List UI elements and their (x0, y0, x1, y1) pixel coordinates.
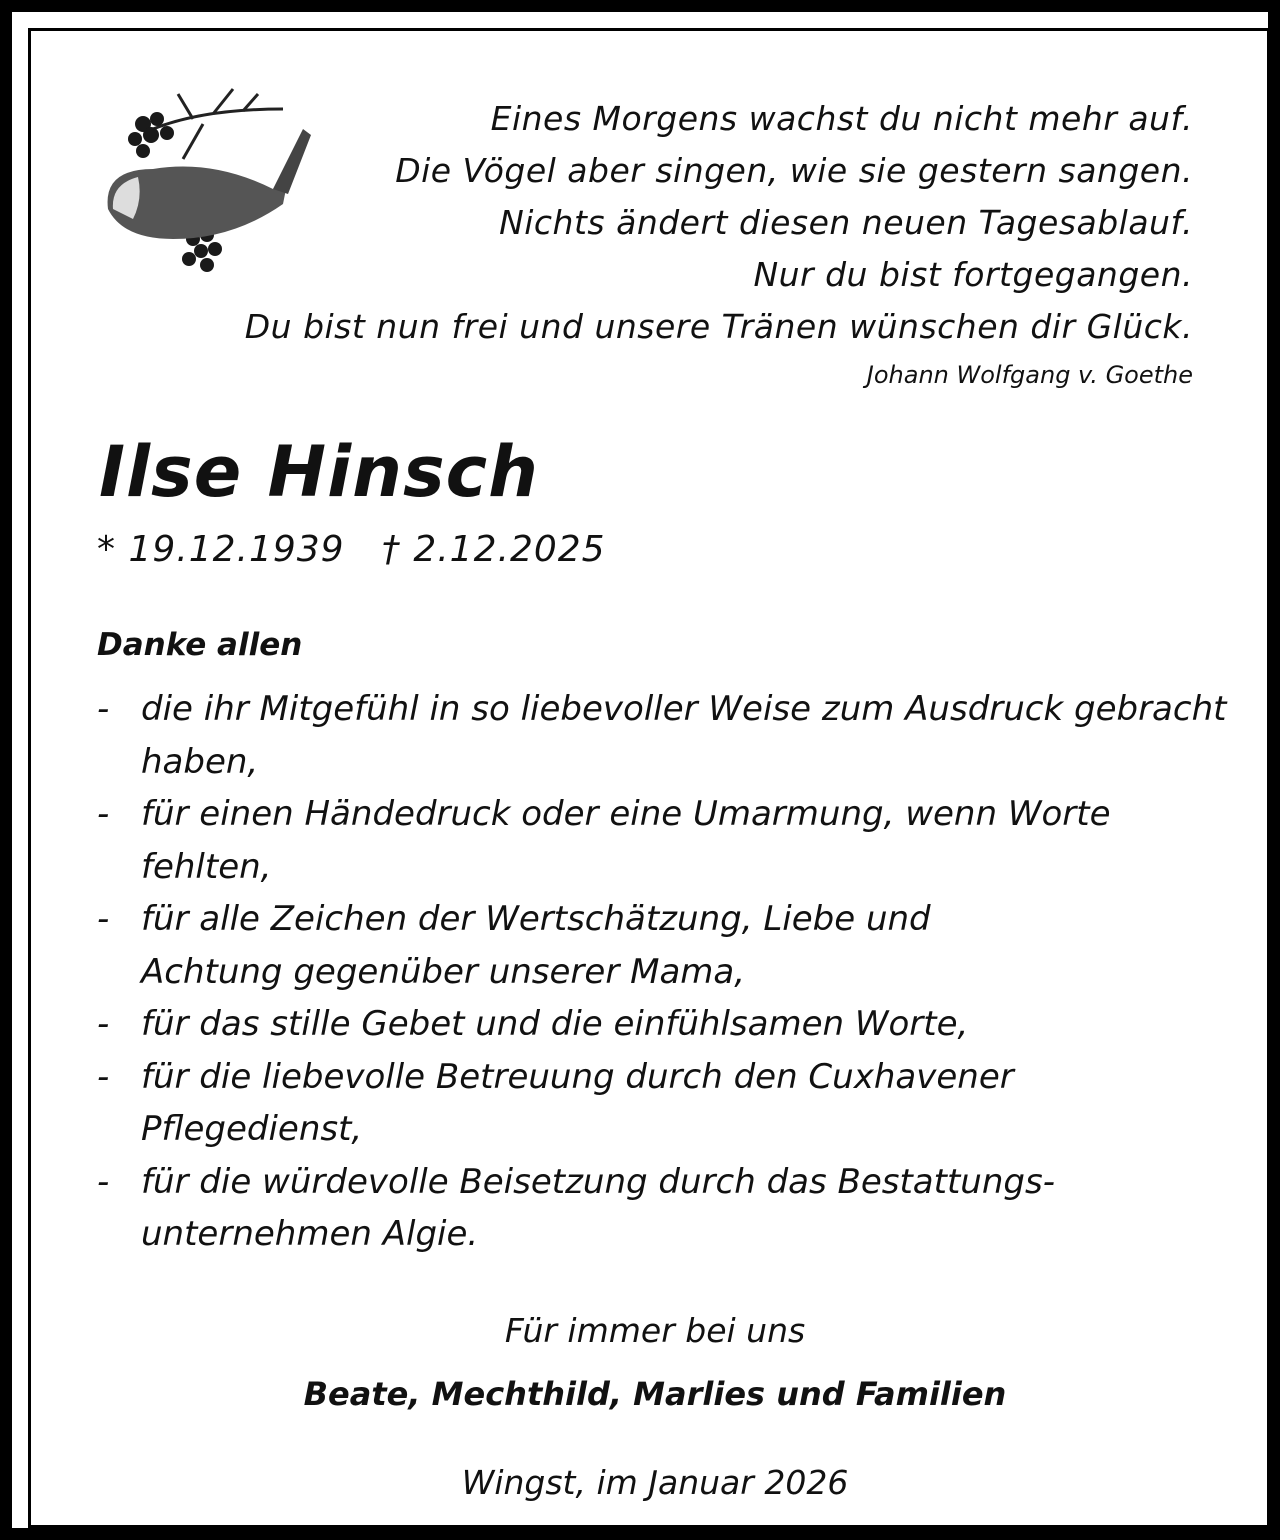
dash: - (97, 1161, 110, 1202)
place-date: Wingst, im Januar 2026 (461, 1463, 849, 1502)
inner-border (28, 28, 1270, 1528)
dash: - (97, 899, 110, 939)
outer-border (12, 12, 1268, 1528)
list-item-text: die ihr Mitgefühl in so liebevoller Weise zum Ausdruck gebracht haben, (141, 689, 1227, 782)
dash: - (97, 1056, 110, 1097)
list-item (97, 893, 1247, 998)
poem-line: Du bist nun frei und unsere Tränen wünschen dir Glück. (244, 307, 1193, 346)
obituary-notice (31, 31, 1267, 1525)
thanks-list (97, 683, 1247, 1261)
poem-line: Die Vögel aber singen, wie sie gestern sangen. (395, 151, 1193, 190)
list-item-text: für alle Zeichen der Wertschätzung, Liebe und Achtung gegenüber unserer Mama, (141, 899, 931, 992)
list-item (97, 683, 1247, 788)
dash: - (97, 689, 110, 729)
closing-phrase: Für immer bei uns (504, 1311, 806, 1350)
list-item-text: für die würdevolle Beisetzung durch das Bestattungs-unternehmen Algie. (141, 1161, 1055, 1254)
poem-line: Nichts ändert diesen neuen Tagesablauf. (499, 203, 1193, 242)
signers: Beate, Mechthild, Marlies und Familien (303, 1375, 1007, 1413)
poem-author: Johann Wolfgang v. Goethe (866, 361, 1193, 389)
list-item-text: für einen Händedruck oder eine Umarmung, wenn Worte fehlten, (141, 794, 1111, 887)
list-item-text: für das stille Gebet und die einfühlsamen Worte, (141, 1004, 969, 1044)
life-dates: * 19.12.1939 † 2.12.2025 (97, 529, 606, 570)
poem (93, 93, 1193, 353)
dash: - (97, 1004, 110, 1044)
deceased-name: Ilse Hinsch (99, 431, 539, 513)
list-item-text: für die liebevolle Betreuung durch den Cuxhavener Pflegedienst, (141, 1056, 1014, 1149)
poem-line: Eines Morgens wachst du nicht mehr auf. (490, 99, 1193, 138)
list-item (97, 1156, 1247, 1261)
list-item (97, 998, 1247, 1051)
thanks-heading: Danke allen (97, 627, 303, 663)
list-item (97, 788, 1247, 893)
list-item (97, 1051, 1247, 1156)
dash: - (97, 794, 110, 834)
poem-line: Nur du bist fortgegangen. (753, 255, 1193, 294)
